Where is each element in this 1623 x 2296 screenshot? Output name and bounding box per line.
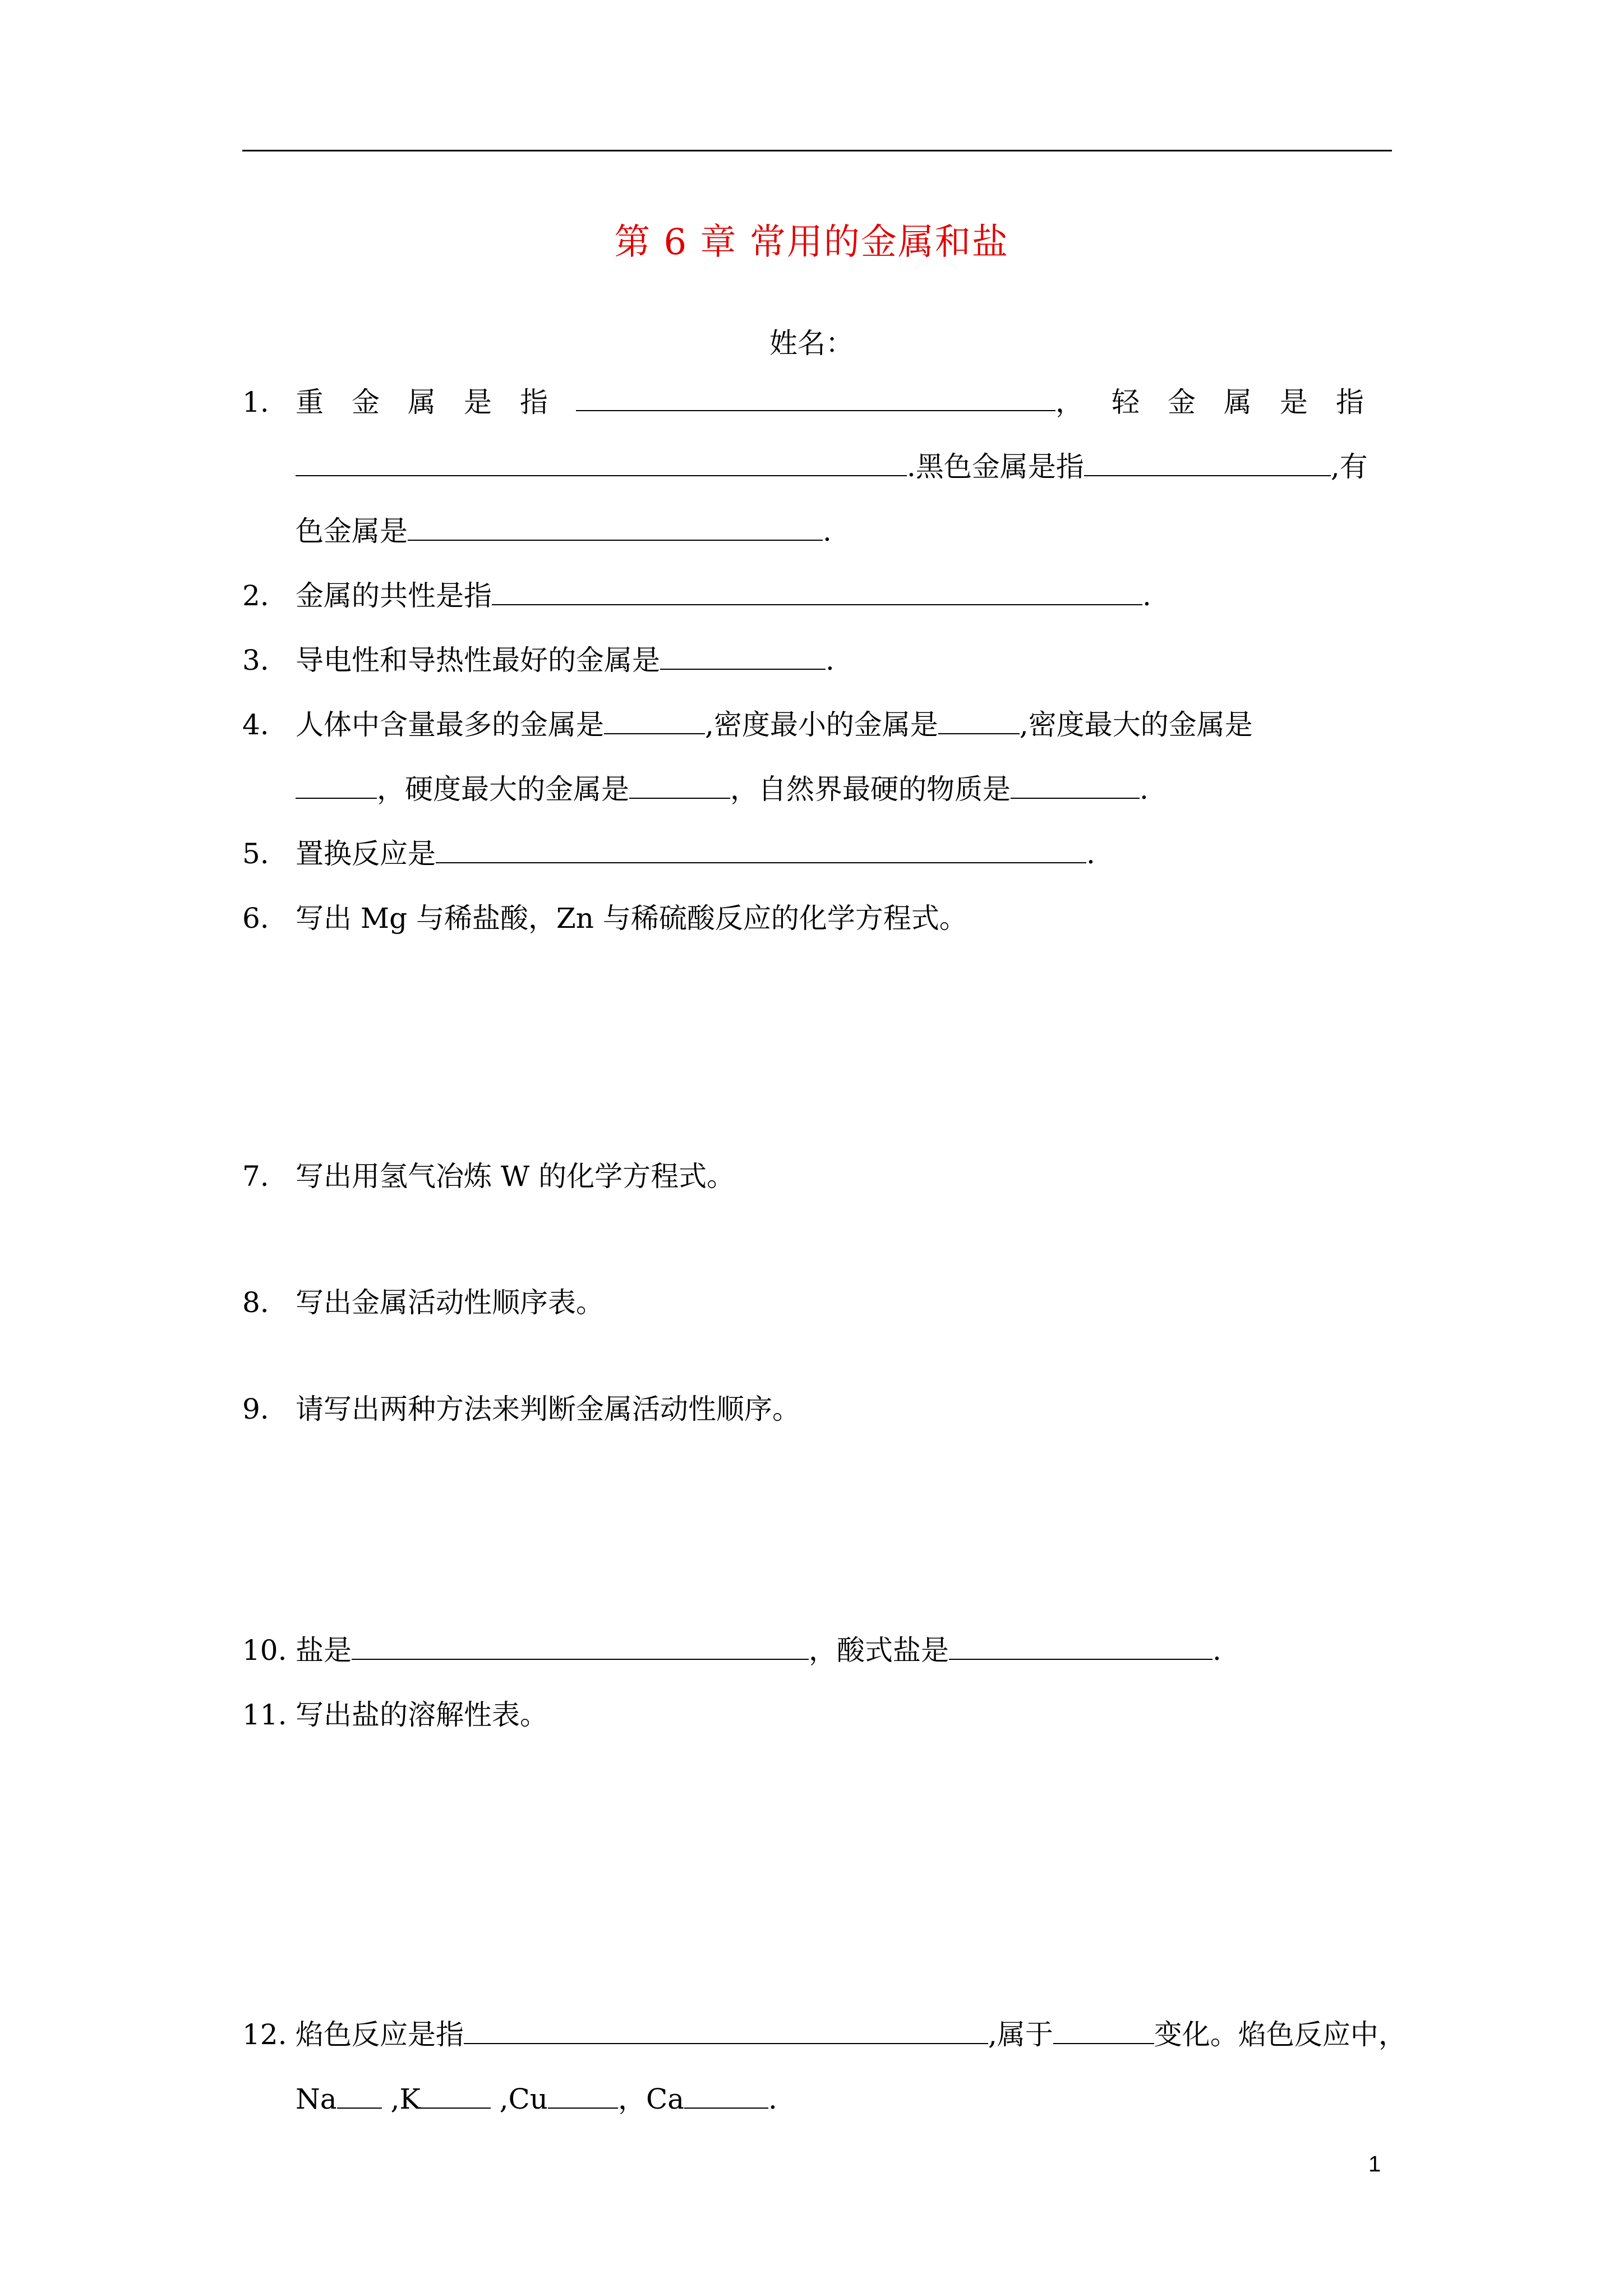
answer-blank[interactable] xyxy=(684,2082,768,2109)
worksheet-page: 第 6 章 常用的金属和盐 姓名： 1. 重金属是指 ，轻金属是指 .黑色金属是指 ,有 色金属是 . 2. 金属的共性是指 . 3. 导电性和导热性最好的金属是 . 4. 人体中含量最多的金属是 ,密度最小的金属是 ,密度最大的金属是 ，硬度最大的金属是 ，自然界最硬的物质是 . 5. 置换反应是 . 6. 写出 Mg 与稀盐酸，Zn 与稀硫酸反应的化学方程式。 7. 写出用氢气冶炼 W 的化学方程式。 8. 写出金属活动性顺序表。 9. 请写出两种方法来判断金属活动性顺序。 10. 盐是 ，酸式盐是 . 11. 写出盐的溶解性表。 12. 焰色反应是指 ,属于 变化。焰色反应中， Na ,K ,Cu ，Ca . 1 xyxy=(0,0,1623,2296)
name-label: 姓名： xyxy=(769,327,854,360)
answer-blank[interactable] xyxy=(464,2017,988,2044)
answer-blank[interactable] xyxy=(938,707,1020,734)
answer-blank[interactable] xyxy=(949,1633,1212,1660)
question-12-line-2: Na ,K ,Cu ，Ca . xyxy=(296,2083,777,2115)
answer-blank[interactable] xyxy=(1053,2017,1154,2044)
answer-blank[interactable] xyxy=(576,384,1055,411)
question-1-line-3: 色金属是 . xyxy=(296,515,832,547)
question-4-line-2: ，硬度最大的金属是 ，自然界最硬的物质是 . xyxy=(296,771,1149,807)
answer-blank[interactable] xyxy=(296,449,907,476)
answer-blank[interactable] xyxy=(421,2082,491,2109)
answer-blank[interactable] xyxy=(604,707,705,734)
answer-blank[interactable] xyxy=(296,772,377,799)
question-number: 1. xyxy=(242,386,269,418)
answer-blank[interactable] xyxy=(352,1633,809,1660)
question-1-line-2: .黑色金属是指 ,有 xyxy=(296,449,1368,485)
answer-blank[interactable] xyxy=(548,2082,618,2109)
answer-blank[interactable] xyxy=(660,643,826,670)
answer-blank[interactable] xyxy=(1011,772,1140,799)
answer-blank[interactable] xyxy=(408,514,823,541)
answer-blank[interactable] xyxy=(492,578,1142,605)
page-number: 1 xyxy=(1368,2152,1381,2177)
answer-blank[interactable] xyxy=(337,2082,382,2109)
answer-blank[interactable] xyxy=(629,772,730,799)
answer-blank[interactable] xyxy=(1084,449,1331,476)
header-rule xyxy=(242,150,1392,151)
answer-blank[interactable] xyxy=(436,836,1086,863)
chapter-title: 第 6 章 常用的金属和盐 xyxy=(614,222,1009,263)
